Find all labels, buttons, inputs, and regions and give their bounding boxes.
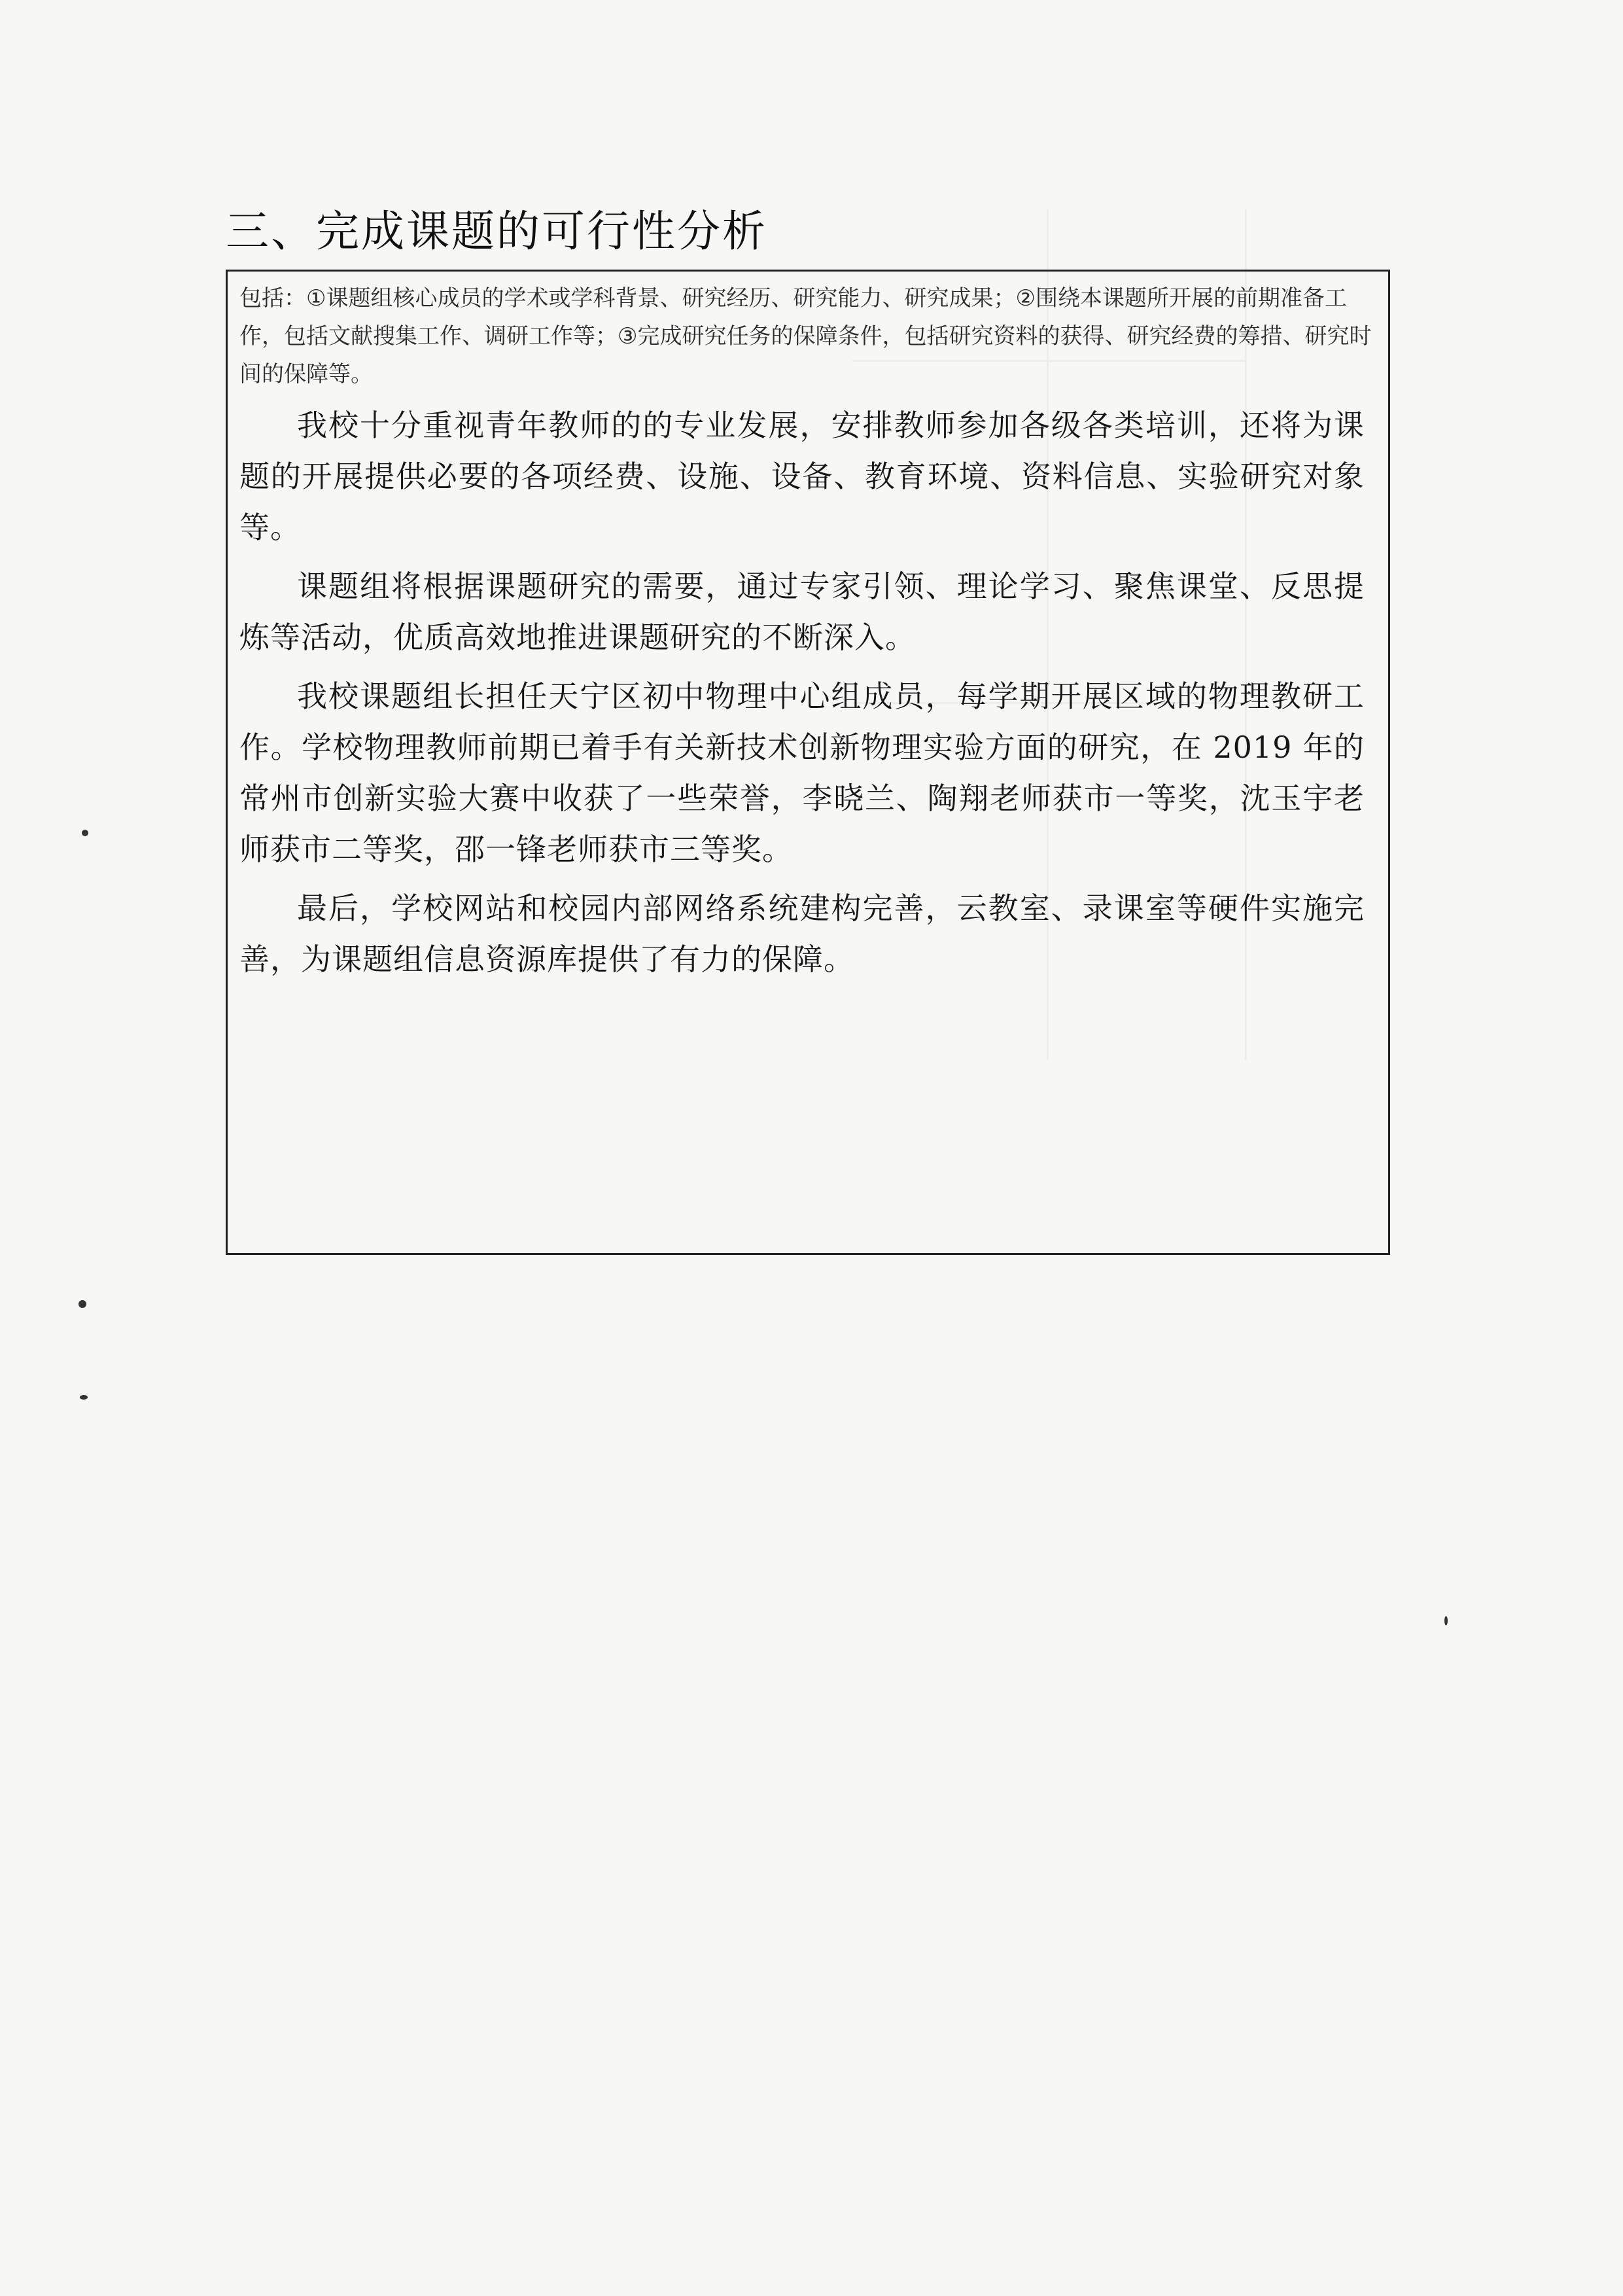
instructions-note: 包括：①课题组核心成员的学术或学科背景、研究经历、研究能力、研究成果；②围绕本课题所开展的前期准备工作，包括文献搜集工作、调研工作等；③完成研究任务的保障条件，包括研究资料的获得、研究经费的筹措、研究时间的保障等。 <box>239 285 1372 387</box>
paragraph-funding-support: 我校十分重视青年教师的的专业发展，安排教师参加各级各类培训，还将为课题的开展提供必要的各项经费、设施、设备、教育环境、资料信息、实验研究对象等。 <box>239 408 1365 545</box>
scan-speck <box>82 830 88 836</box>
section-title: 三、完成课题的可行性分析 <box>226 206 767 256</box>
scan-speck <box>79 1300 86 1308</box>
scan-speck <box>80 1395 88 1400</box>
scan-speck <box>1444 1616 1448 1625</box>
paragraph-research-approach: 课题组将根据课题研究的需要，通过专家引领、理论学习、聚焦课堂、反思提炼等活动，优质高效地推进课题研究的不断深入。 <box>239 569 1365 655</box>
content-box <box>226 270 1390 1255</box>
paragraph-network-infrastructure: 最后，学校网站和校园内部网络系统建构完善，云教室、录课室等硬件实施完善，为课题组信息资源库提供了有力的保障。 <box>239 891 1365 977</box>
paragraph-team-achievements: 我校课题组长担任天宁区初中物理中心组成员，每学期开展区域的物理教研工作。学校物理教师前期已着手有关新技术创新物理实验方面的研究，在 2019 年的常州市创新实验大赛中收获了一些荣誉，李晓兰、陶翔老师获市一等奖，沈玉宇老师获市二等奖，邵一锋老师获市三等奖。 <box>239 679 1365 867</box>
